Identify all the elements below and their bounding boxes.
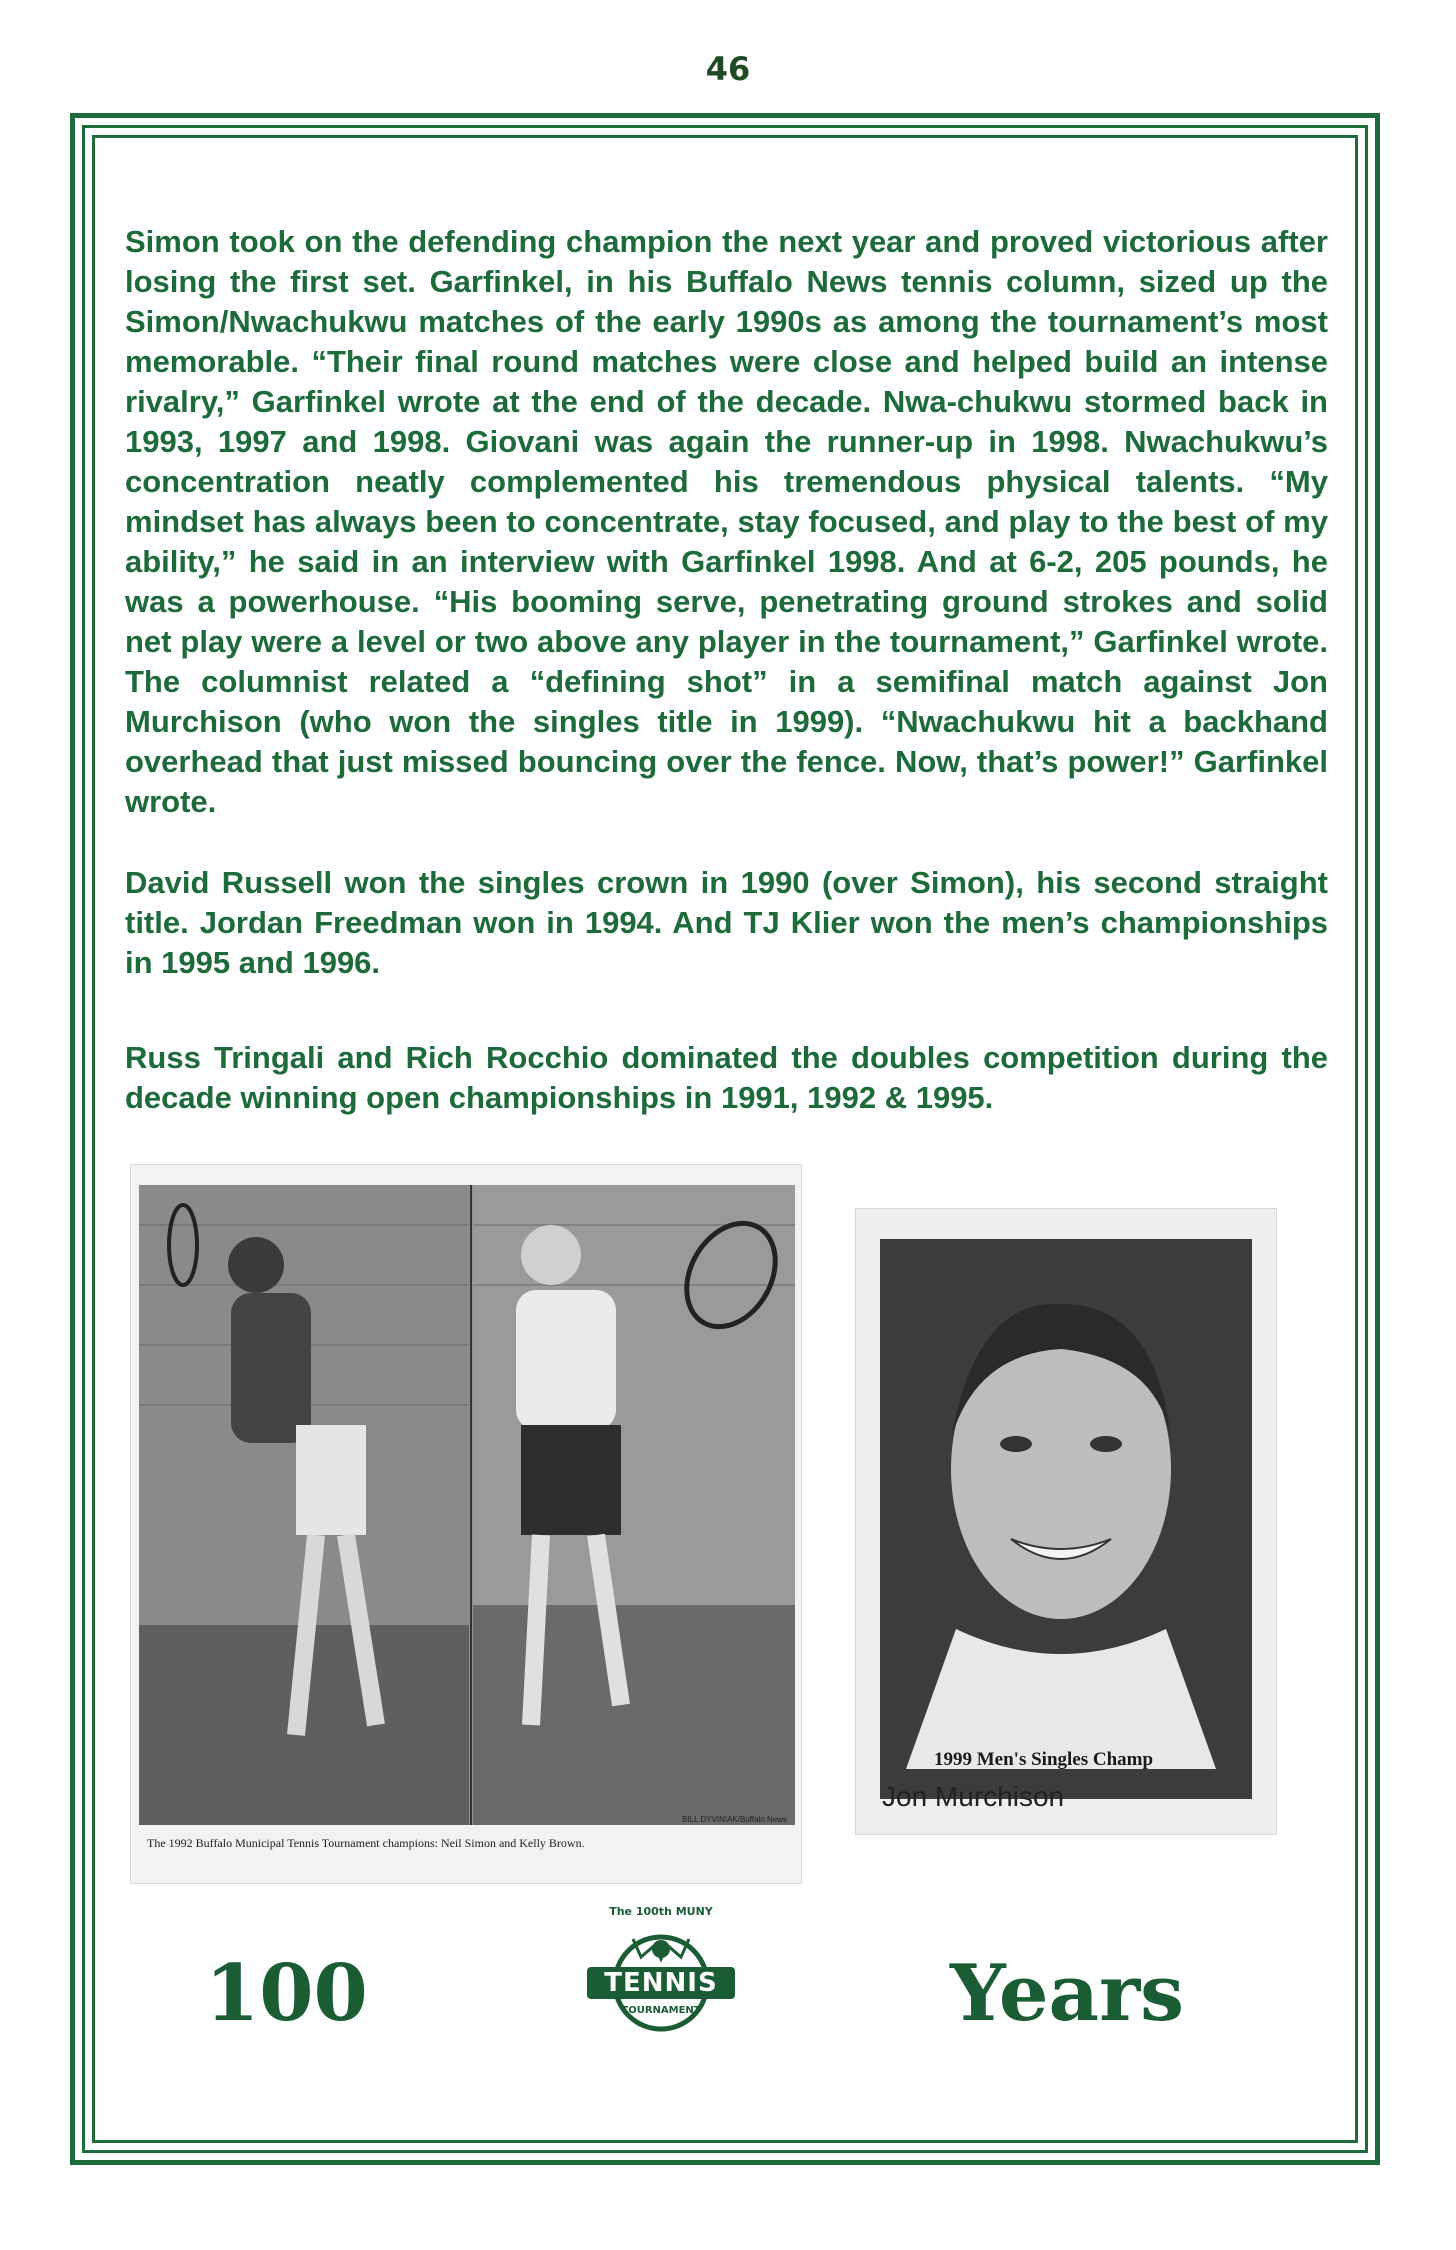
paragraph-singles-champions: David Russell won the singles crown in 1990 (over Simon), his second straight title. Jordan Freedman won in 1994. And TJ Klier won the men’s championships in 1995 and 1996. — [125, 865, 1328, 980]
page-number: 46 — [705, 50, 751, 88]
tournament-logo — [583, 1905, 739, 2035]
footer-100: 100 — [205, 1948, 368, 2039]
newspaper-photo-image — [131, 1165, 801, 1883]
logo-main-text: TENNIS — [587, 1967, 735, 1999]
portrait-caption: 1999 Men's Singles Champ — [934, 1749, 1154, 1770]
portrait-name: Jon Murchison — [882, 1781, 1065, 1812]
newspaper-photo-champions — [130, 1164, 802, 1884]
photo-caption: The 1992 Buffalo Municipal Tennis Tournament champions: Neil Simon and Kelly Brown. — [147, 1836, 585, 1850]
portrait-photo-murchison — [855, 1208, 1277, 1835]
paragraph-rivalry: Simon took on the defending champion the next year and proved victorious after losing the first set. Garfinkel, in his Buffalo News tennis column, sized up the Simon/Nwachukwu matches of the early 1990s as among the tournament’s most memorable. “Their final round matches were close and helped build an intense rivalry,” Garfinkel wrote at the end of the decade. Nwa-chukwu stormed back in 1993, 1997 and 1998. Giovani was again the runner-up in 1998. Nwachukwu’s concentration neatly complemented his tremendous physical talents. “My mindset has always been to concentrate, stay focused, and play to the best of my ability,” he said in an interview with Garfinkel 1998. And at 6-2, 205 pounds, he was a powerhouse. “His booming serve, penetrating ground strokes and solid net play were a level or two above any player in the tournament,” Garfinkel wrote. The columnist related a “defining shot” in a semifinal match against Jon Murchison (who won the singles title in 1999). “Nwachukwu hit a backhand overhead that just missed bouncing over the fence. Now, that’s power!” Garfinkel wrote. — [125, 224, 1328, 819]
portrait-image — [856, 1209, 1276, 1834]
paragraph-doubles-champions: Russ Tringali and Rich Rocchio dominated the doubles competition during the decade winning open championships in 1991, 1992 & 1995. — [125, 1040, 1328, 1115]
footer-years: Years — [950, 1948, 1185, 2039]
logo-top-text: The 100th MUNY — [609, 1905, 713, 1918]
photo-credit: BILL DYVINIAK/Buffalo News — [682, 1815, 787, 1824]
logo-sub-text: TOURNAMENT — [621, 2005, 701, 2016]
